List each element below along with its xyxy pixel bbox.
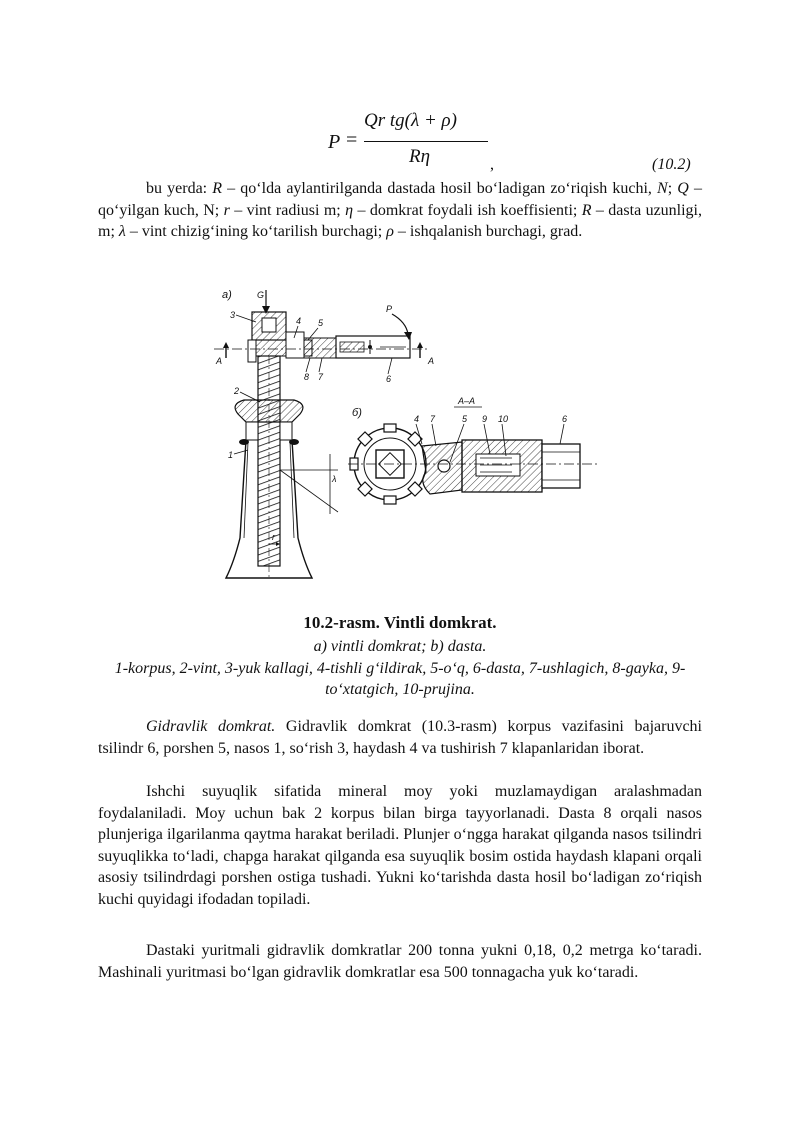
label-2: 2 — [234, 386, 240, 396]
text-run: – qo‘lda aylantirilganda dastada hosil bo‘ladigan zo‘riqish kuchi, — [222, 180, 658, 197]
label-b9: 9 — [482, 414, 488, 424]
variable: N — [657, 180, 668, 197]
label-b5: 5 — [462, 414, 468, 424]
screw-jack-drawing — [200, 282, 620, 592]
formula-comma: , — [490, 156, 494, 173]
label-b: б) — [352, 407, 362, 419]
label-lambda: λ — [332, 474, 337, 484]
paragraph-hydraulic-jack — [98, 716, 702, 759]
text-run: – dasta uzunligi, m; — [98, 201, 702, 240]
label-b6: 6 — [562, 414, 568, 424]
label-r: r — [272, 532, 275, 542]
formula-denominator: Rη — [409, 146, 431, 167]
label-6: 6 — [386, 374, 392, 384]
figure-caption-legend: 1-korpus, 2-vint, 3-yuk kallagi, 4-tishli g‘ildirak, 5-o‘q, 6-dasta, 7-ushlagich, 8-gayka, 9-to‘xtatgich, 10-prujina. — [114, 660, 686, 698]
label-b7: 7 — [430, 414, 436, 424]
formula-equals: = — [346, 129, 358, 151]
text-run: – domkrat foydali ish koeffisienti; — [353, 201, 582, 219]
text-run: – qo‘yilgan kuch, N; — [98, 180, 702, 219]
label-a: a) — [222, 289, 232, 301]
variable: R — [212, 180, 223, 197]
variable: Q — [677, 180, 689, 197]
text-run: bu yerda: — [146, 180, 213, 197]
text-run: ; — [667, 180, 678, 197]
label-G: G — [257, 290, 265, 300]
label-b10: 10 — [498, 414, 509, 424]
formula-explanation — [98, 178, 702, 243]
variable: R — [581, 201, 592, 219]
figure-caption-subtitle: a) vintli domkrat; b) dasta. — [313, 638, 487, 655]
paragraph-working-fluid — [98, 781, 702, 910]
paragraph-lead: Gidravlik domkrat. — [146, 718, 276, 735]
variable: η — [345, 201, 354, 219]
variable: λ — [118, 223, 126, 240]
label-5: 5 — [318, 318, 324, 328]
formula-numerator: Qr tg(λ + ρ) — [364, 110, 457, 131]
label-4: 4 — [296, 316, 302, 326]
label-section: A–A — [458, 396, 476, 406]
label-7: 7 — [318, 372, 324, 382]
label-P: P — [386, 304, 393, 314]
formula-10-2 — [0, 110, 800, 180]
label-3: 3 — [230, 310, 236, 320]
label-A-right: A — [428, 356, 435, 366]
paragraph-capacity — [98, 940, 702, 983]
label-1: 1 — [228, 450, 234, 460]
paragraph-text: Dastaki yuritmali gidravlik domkratlar 200 tonna yukni 0,18, 0,2 metrga ko‘taradi. Mashinali yuritmasi bo‘lgan gidravlik domkratlar esa 500 tonnagacha yuk ko‘taradi. — [98, 942, 702, 981]
text-run: – vint chizig‘ining ko‘tarilish burchagi; — [125, 223, 387, 240]
formula-number: (10.2) — [652, 156, 691, 173]
paragraph-text: Ishchi suyuqlik sifatida mineral moy yoki muzlamaydigan aralashmadan foydalaniladi. Moy uchun bak 2 korpus bilan birga tayyorlanadi. Dasta 8 orqali nasos plunjeriga ilgarilanma qaytma harakat beriladi. Plunjer o‘ngga harakat qilganda nasos tsilindri suyuqlikka to‘ladi, chapga harakat qilganda esa suyuqlik bosim ostida haydash klapani orqali asosiy tsilindrdagi porshen ostiga tushadi. Yukni ko‘tarishda dasta hosil bo‘ladigan zo‘riqish kuchi quyidagi ifodadan topiladi. — [98, 783, 702, 908]
fraction-bar — [364, 141, 488, 142]
label-b4: 4 — [414, 414, 420, 424]
label-8: 8 — [304, 372, 310, 382]
text-run: – ishqalanish burchagi, grad. — [393, 223, 583, 240]
variable: r — [223, 201, 230, 219]
paragraph-text: Gidravlik domkrat (10.3-rasm) korpus vazifasini bajaruvchi tsilindr 6, porshen 5, nasos 1, so‘rish 3, haydash 4 va tushirish 7 klapanlaridan iborat. — [98, 718, 703, 757]
formula-lhs: P — [328, 131, 341, 153]
text-run: – vint radiusi m; — [229, 201, 346, 219]
label-A-left: A — [216, 356, 223, 366]
figure-caption-title: 10.2-rasm. Vintli domkrat. — [303, 613, 497, 632]
variable: ρ — [386, 223, 394, 240]
